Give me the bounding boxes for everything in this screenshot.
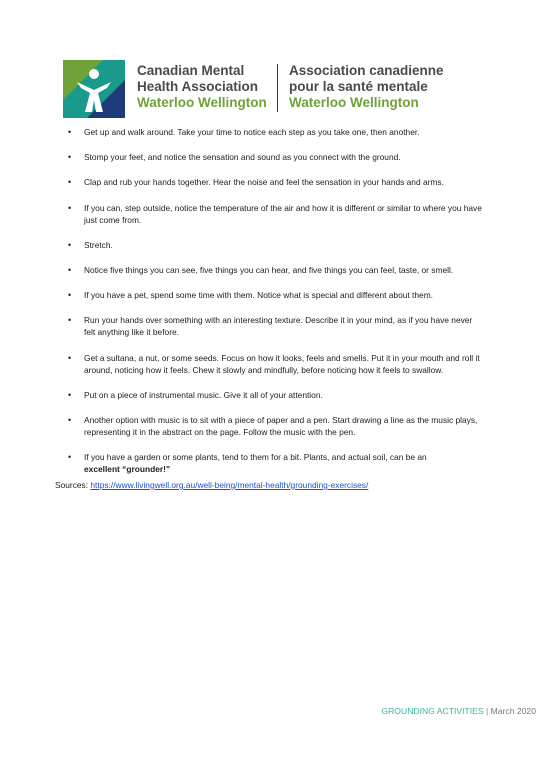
sources-link[interactable]: https://www.livingwell.org.au/well-being/mental-health/grounding-exercises/	[90, 480, 369, 490]
org-fr-line-2: pour la santé mentale	[289, 79, 428, 94]
bullet-icon: •	[68, 239, 72, 250]
grounding-activities-list	[64, 126, 484, 488]
list-item	[64, 176, 484, 188]
list-item	[64, 264, 484, 276]
activity-text: Get up and walk around. Take your time to notice each step as you take one, then another.	[84, 127, 420, 137]
list-item	[64, 414, 484, 438]
bullet-icon: •	[68, 352, 72, 363]
footer-separator: |	[485, 706, 489, 716]
page-header	[63, 60, 483, 120]
activity-text: Clap and rub your hands together. Hear the noise and feel the sensation in your hands and arms.	[84, 177, 444, 188]
sources-label: Sources:	[55, 480, 89, 490]
activity-text: Notice five things you can see, five things you can hear, and five things you can feel, taste, or smell.	[84, 264, 454, 275]
org-fr-line-1: Association canadienne	[289, 63, 444, 78]
activity-text: Put on a piece of instrumental music. Give it all of your attention.	[84, 389, 323, 400]
bullet-icon: •	[68, 264, 72, 275]
footer-date: March 2020	[490, 706, 536, 716]
bullet-icon: •	[68, 315, 72, 326]
list-item	[64, 151, 484, 163]
list-item	[64, 352, 484, 376]
footer-title: GROUNDING ACTIVITIES	[381, 706, 484, 716]
list-item	[64, 202, 484, 226]
cmha-logo-icon	[63, 60, 125, 118]
activity-text: Another option with music is to sit with a piece of paper and a pen. Start drawing a line as the music plays, representing it in the abstract on the page. Follow the music with the pen.	[84, 414, 478, 437]
activity-text: Stretch.	[84, 239, 113, 250]
activity-text: If you can, step outside, notice the temperature of the air and how it is different or similar to where you have just come from.	[84, 202, 482, 225]
bullet-icon: •	[68, 202, 72, 213]
activity-text: Run your hands over something with an interesting texture. Describe it in your mind, as if you have never felt anything like it before.	[84, 315, 473, 338]
list-item	[64, 451, 484, 475]
bullet-icon: •	[68, 127, 72, 137]
org-name-english	[137, 63, 267, 111]
bullet-icon: •	[68, 177, 72, 188]
page-footer	[381, 706, 536, 716]
bullet-icon: •	[68, 414, 72, 425]
org-en-line-2: Health Association	[137, 79, 259, 94]
org-name-french	[289, 63, 489, 111]
bullet-icon: •	[68, 152, 72, 163]
list-item	[64, 239, 484, 251]
activity-text: If you have a pet, spend some time with them. Notice what is special and different about them.	[84, 290, 433, 301]
list-item	[64, 289, 484, 301]
bullet-icon: •	[68, 389, 72, 400]
list-item	[64, 314, 484, 338]
activity-text: If you have a garden or some plants, tend to them for a bit. Plants, and actual soil, can be an	[84, 452, 427, 463]
bullet-icon: •	[68, 290, 72, 301]
org-en-line-1: Canadian Mental	[137, 63, 245, 78]
activity-emphasis: excellent “grounder!”	[84, 464, 171, 475]
list-item	[64, 389, 484, 401]
bullet-icon: •	[68, 452, 72, 463]
header-divider	[277, 64, 278, 112]
list-item	[64, 126, 484, 138]
sources-line	[55, 479, 368, 491]
activity-text: Get a sultana, a nut, or some seeds. Focus on how it looks, feels and smells. Put it in your mouth and roll it around, noticing how it feels. Chew it slowly and mindfully, before noticing how it feels to swallow.	[84, 352, 480, 375]
org-en-line-3: Waterloo Wellington	[137, 95, 267, 110]
org-fr-line-3: Waterloo Wellington	[289, 95, 419, 110]
activity-text: Stomp your feet, and notice the sensation and sound as you connect with the ground.	[84, 152, 401, 163]
